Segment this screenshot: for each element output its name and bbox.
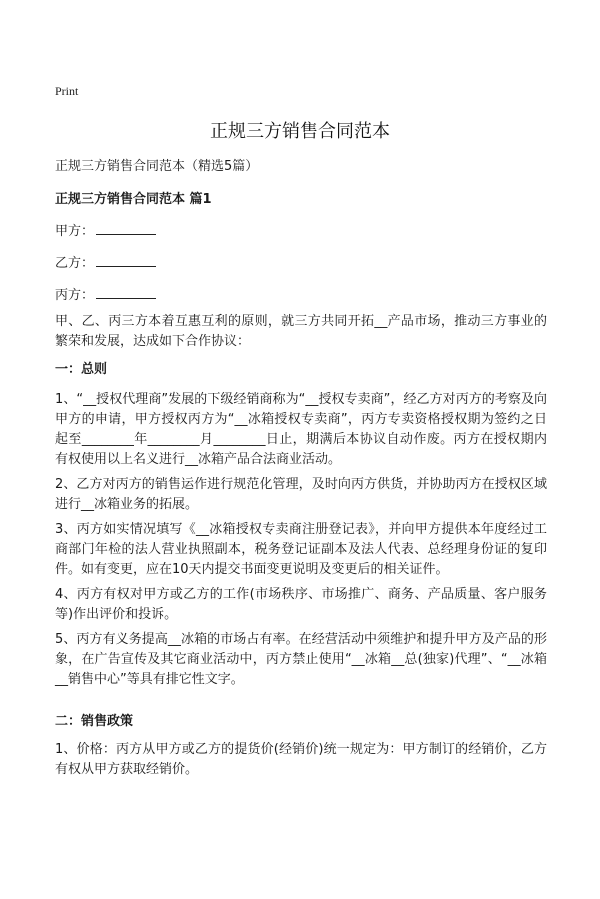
clause-1-3: 3、丙方如实情况填写《__冰箱授权专卖商注册登记表》，并向甲方提供本年度经过工商部门年检的法人营业执照副本，税务登记证副本及法人代表、总经理身份证的复印件。如有变更，应在10天内提交书面变更说明及变更后的相关证件。 [55, 522, 547, 577]
clause-1-4: 4、丙方有权对甲方或乙方的工作(市场秩序、市场推广、商务、产品质量、客户服务等)作出评价和投诉。 [55, 587, 547, 622]
part-heading: 正规三方销售合同范本 篇1 [55, 192, 212, 207]
party-c-blank [96, 286, 156, 299]
intro-paragraph: 甲、乙、丙三方本着互惠互利的原则，就三方共同开拓__产品市场，推动三方事业的繁荣和发展，达成如下合作协议： [55, 314, 547, 349]
party-c [55, 284, 156, 303]
print-label[interactable]: Print [55, 84, 79, 98]
section-2-title: 二：销售政策 [55, 714, 134, 729]
document-title: 正规三方销售合同范本 [210, 121, 390, 142]
party-b-blank [96, 254, 156, 267]
clause-2-1: 1、价格：丙方从甲方或乙方的提货价(经销价)统一规定为：甲方制订的经销价，乙方有权从甲方获取经销价。 [55, 742, 547, 777]
party-a [55, 220, 156, 239]
clause-1-2: 2、乙方对丙方的销售运作进行规范化管理，及时向丙方供货，并协助丙方在授权区域进行__冰箱业务的拓展。 [55, 477, 547, 512]
clause-1-5: 5、丙方有义务提高__冰箱的市场占有率。在经营活动中须维护和提升甲方及产品的形象，在广告宣传及其它商业活动中，丙方禁止使用“__冰箱__总(独家)代理”、“__冰箱__销售中心”等具有排它性文字。 [55, 632, 547, 687]
party-a-label: 甲方： [55, 224, 95, 239]
party-b-label: 乙方： [55, 256, 95, 271]
party-a-blank [96, 222, 156, 235]
party-b [55, 252, 156, 271]
party-c-label: 丙方： [55, 288, 95, 303]
document-subtitle: 正规三方销售合同范本（精选5篇） [55, 159, 259, 174]
clause-1-1: 1、“__授权代理商”发展的下级经销商称为“__授权专卖商”，经乙方对丙方的考察及向甲方的申请，甲方授权丙方为“__冰箱授权专卖商”，丙方专卖资格授权期为签约之日起至________年________月________日止，期满后本协议自动作废。丙方在授权期内有权使用以上名义进行__冰箱产品合法商业活动。 [55, 392, 547, 467]
section-1-title: 一：总则 [55, 362, 108, 377]
